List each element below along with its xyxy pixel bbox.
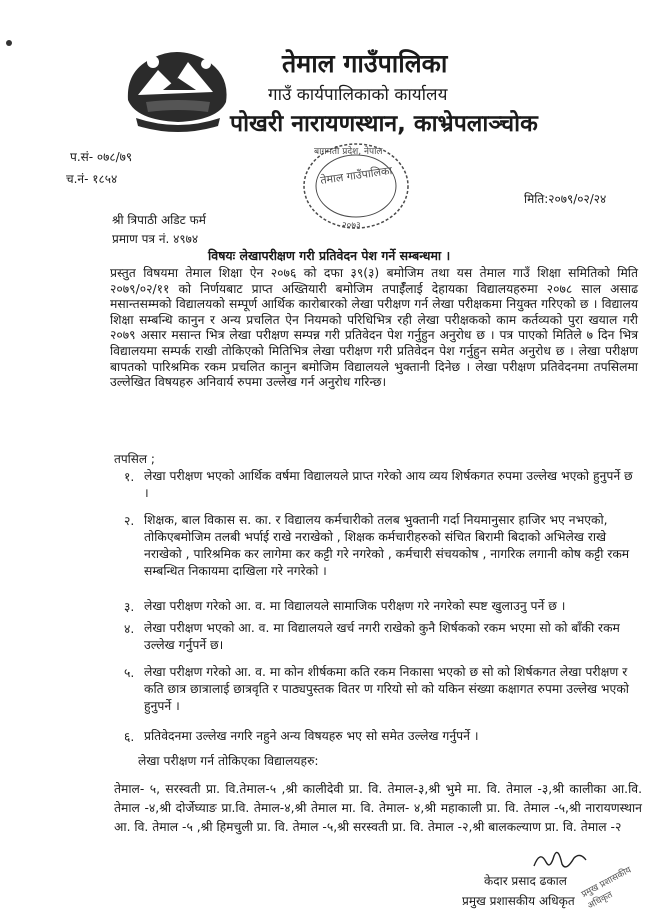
- recipient-name: श्री त्रिपाठी अडिट फर्म: [112, 213, 206, 227]
- letter-subject: विषयः लेखापरीक्षण गरी प्रतिवेदन पेश गर्ने सम्बन्धमा ।: [208, 248, 451, 263]
- item-text: लेखा परीक्षण गरेको आ. व. मा कोन शीर्षकमा कति रकम निकासा भएको छ सो को शिर्षकगत लेखा परीक्षण र कति छात्र छात्रालाई छात्रवृति र पाठ्यपुस्तक वितर ण गरियो सो को यकिन संख्या कक्षागत रुपमा उल्लेख भएको हुनुपर्ने ।: [144, 665, 629, 713]
- schools-list: तेमाल- ५, सरस्वती प्रा. वि.तेमाल-५ ,श्री कालीदेवी प्रा. वि. तेमाल-३,श्री भुमे मा. वि. तेमाल -३,श्री कालीका आ.वि. तेमाल -४,श्री दोर्जेघ्याङ प्रा.वि. तेमाल-४,श्री तेमाल मा. वि. तेमाल- ४,श्री महाकाली प्रा. वि. तेमाल -५,श्री नारायणस्थान आ. वि. तेमाल -५ ,श्री हिमचुली प्रा. वि. तेमाल -५,श्री सरस्वती प्रा. वि. तेमाल -२,श्री बालकल्याण प्रा. वि. तेमाल -२: [114, 782, 642, 834]
- office-location: पोखरी नारायणस्थान, काभ्रेपलाञ्चोक: [230, 111, 538, 137]
- municipality-title: तेमाल गाउँपालिका: [282, 49, 448, 78]
- government-emblem: [118, 40, 238, 140]
- stamp-line-3: २०७३: [342, 221, 361, 231]
- schools-heading: लेखा परीक्षण गर्न तोकिएका विद्यालयहरु:: [138, 754, 319, 768]
- office-subtitle: गाउँ कार्यपालिकाको कार्यालय: [268, 85, 448, 105]
- scan-speck: [6, 40, 12, 46]
- signer-title: प्रमुख प्रशासकीय अधिकृत: [462, 894, 575, 908]
- office-stamp: [296, 140, 416, 240]
- details-label: तपसिल ;: [114, 452, 155, 466]
- item-text: लेखा परीक्षण भएको आ. व. मा विद्यालयले खर्च नगरी राखेको कुनै शिर्षकको रकम भएमा सो को बाँकी रकम उल्लेख गर्नुपर्ने छ।: [144, 621, 620, 652]
- item-number: ३.: [124, 600, 135, 614]
- seal-text: प्रमुख प्रशासकीय अधिकृत: [580, 865, 634, 912]
- item-number: ६.: [124, 730, 135, 744]
- stamp-line-2: तेमाल गाउँपालिका: [319, 164, 393, 187]
- item-text: प्रतिवेदनमा उल्लेख नगरि नहुने अन्य विषयहरु भए सो समेत उल्लेख गर्नुपर्ने ।: [144, 729, 479, 743]
- item-number: ५.: [124, 666, 135, 680]
- letter-date: मिति:२०७९/०२/२४: [524, 192, 607, 206]
- stamp-line-1: बागमती प्रदेश, नेपाल: [314, 147, 383, 157]
- item-text: लेखा परीक्षण भएको आर्थिक वर्षमा विद्यालयले प्राप्त गरेको आय व्यय शिर्षकगत रुपमा उल्लेख भएको हुनुपर्ने छ ।: [144, 469, 633, 500]
- recipient-certificate: प्रमाण पत्र नं. ४९७४: [112, 232, 199, 246]
- item-text: लेखा परीक्षण गरेको आ. व. मा विद्यालयले सामाजिक परीक्षण गरे नगरेको स्पष्ट खुलाउनु पर्ने छ ।: [144, 599, 566, 613]
- item-number: ४.: [124, 622, 135, 636]
- signature: [530, 848, 590, 874]
- item-number: २.: [124, 514, 135, 528]
- reference-number: प.सं- ०७८/७९: [70, 150, 133, 164]
- dispatch-number: च.नं- १८५४: [66, 172, 118, 186]
- letter-body: प्रस्तुत विषयमा तेमाल शिक्षा ऐन २०७६ को दफा ३९(३) बमोजिम तथा यस तेमाल गाउँ शिक्षा समितिको मिति २०७९/०२/११ को निर्णयबाट प्राप्त अख्तियारी बमोजिम तपाईँलाई देहायका विद्यालयहरुमा २०७८ साल असाढ मसान्तसम्मको विद्यालयको सम्पूर्ण आर्थिक कारोबारको लेखा परीक्षण गर्न लेखा परीक्षकमा नियुक्त गरिएको छ । विद्यालय शिक्षा सम्बन्धि कानुन र अन्य प्रचलित ऐन नियमको परिधिभित्र रही लेखा परीक्षकको काम कर्तव्यको पुरा खयाल गरी २०७९ असार मसान्त भित्र लेखा परीक्षण सम्पन्न गरी प्रतिवेदन पेश गर्नुहुन अनुरोध छ । पत्र पाएको मितिले ७ दिन भित्र विद्यालयमा सम्पर्क राखी तोकिएको मितिभित्र लेखा परीक्षण गरी प्रतिवेदन पेश गर्नुहुन समेत अनुरोध छ । लेखा परीक्षण बापतको पारिश्रमिक रकम प्रचलित कानुन बमोजिम विद्यालयले भुक्तानी दिनेछ । लेखा परीक्षण प्रतिवेदनमा तपसिलमा उल्लेखित विषयहरु अनिवार्य रुपमा उल्लेख गर्न अनुरोध गरिन्छ।: [110, 266, 638, 390]
- signer-name: केदार प्रसाद ढकाल: [484, 874, 567, 888]
- item-text: शिक्षक, बाल विकास स. का. र विद्यालय कर्मचारीको तलब भुक्तानी गर्दा नियमानुसार हाजिर भए नभएको, तोकिएबमोजिम तलबी भर्पाई राखे नराखेको , शिक्षक कर्मचारीहरुको संचित बिरामी बिदाको अभिलेख राखे नराखेको , पारिश्रमिक कर लागेमा कर कट्टी गरे नगरेको , कर्मचारी संचयकोष , नागरिक लगानी कोष कट्टी रकम सम्बन्धित निकायमा दाखिला गरे नगरेको ।: [144, 513, 630, 578]
- item-number: १.: [124, 470, 135, 484]
